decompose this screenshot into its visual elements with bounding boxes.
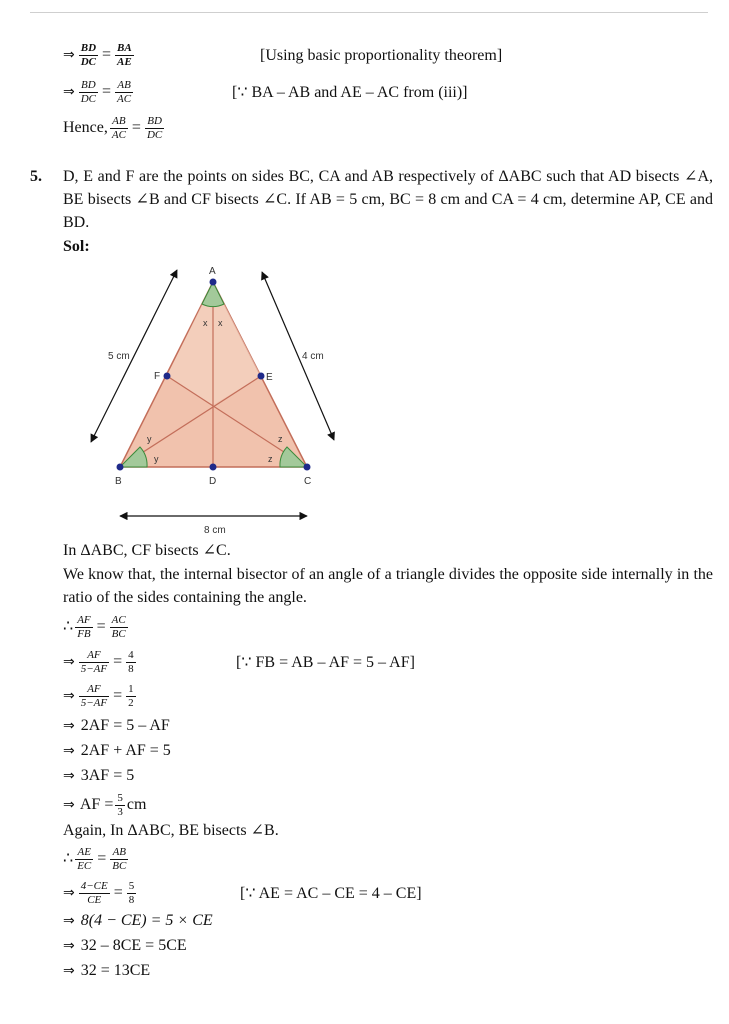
angle-label-y1: y	[147, 434, 152, 444]
label-b: B	[115, 476, 122, 487]
eq-af-fb: ∴ $\frac{AF}{FB}$ = $\frac{AC}{BC}$	[63, 614, 126, 640]
label-c: C	[304, 476, 312, 487]
dim-label-ab: 5 cm	[108, 351, 130, 362]
eq-step-10: ⇒ 8(4 − CE) = 5 × CE	[63, 912, 213, 929]
eq-af-result: ⇒ AF = $\frac{5}{3}$ cm	[63, 792, 147, 818]
solution-label: Sol:	[63, 238, 90, 255]
eq-af-ratio-1-2: ⇒ $\frac{AF}{5-AF}$ = $\frac{1}{2}$	[63, 683, 134, 709]
eq-ae-ec: ∴ $\frac{AE}{EC}$ = $\frac{AB}{BC}$	[63, 846, 127, 872]
point-b	[117, 464, 124, 471]
question-text: D, E and F are the points on sides BC, CA and AB respectively of ΔABC such that AD bisects ∠A, BE bisects ∠B and CF bisects ∠C. If AB = 5 cm, BC = 8 cm and CA = 4 cm, determine AP, CE and BD.	[63, 168, 713, 231]
dim-label-bc: 8 cm	[204, 525, 226, 536]
eq-step-11: ⇒ 32 – 8CE = 5CE	[63, 937, 187, 954]
dim-label-ac: 4 cm	[302, 351, 324, 362]
label-d: D	[209, 476, 217, 487]
angle-label-z2: z	[268, 454, 273, 464]
reason-bpt: [Using basic proportionality theorem]	[260, 47, 503, 64]
eq-step-5: ⇒ 2AF + AF = 5	[63, 742, 171, 759]
eq-line-bd-dc-ba-ae: ⇒ $\frac{BD}{DC}$ = $\frac{BA}{AE}$	[63, 42, 132, 68]
eq-af-ratio-4-8: ⇒ $\frac{AF}{5-AF}$ = $\frac{4}{8}$	[63, 649, 134, 675]
reason-ae: [∵ AE = AC – CE = 4 – CE]	[240, 885, 422, 902]
eq-ce-ratio: ⇒ $\frac{4-CE}{CE}$ = $\frac{5}{8}$	[63, 880, 135, 906]
eq-line-hence: Hence, $\frac{AB}{AC}$ = $\frac{BD}{DC}$	[63, 115, 163, 141]
label-f: F	[154, 371, 161, 382]
solution-bisector-theorem: We know that, the internal bisector of an angle of a triangle divides the opposite side internally in the ratio of the sides containing the angle.	[63, 566, 713, 606]
reason-fb: [∵ FB = AB – AF = 5 – AF]	[236, 654, 415, 671]
point-e	[258, 373, 265, 380]
reason-iii: [∵ BA – AB and AE – AC from (iii)]	[232, 84, 468, 101]
angle-label-x1: x	[203, 318, 208, 328]
angle-label-y2: y	[154, 454, 159, 464]
angle-label-x2: x	[218, 318, 223, 328]
triangle-figure	[80, 262, 340, 538]
angle-mark-a	[202, 282, 224, 307]
question-number: 5.	[30, 168, 42, 185]
eq-line-bd-dc-ab-ac: ⇒ $\frac{BD}{DC}$ = $\frac{AB}{AC}$	[63, 79, 132, 105]
solution-line-1: In ΔABC, CF bisects ∠C.	[63, 542, 231, 559]
point-f	[164, 373, 171, 380]
label-a: A	[209, 266, 216, 277]
solution-line-again: Again, In ΔABC, BE bisects ∠B.	[63, 822, 279, 839]
point-c	[304, 464, 311, 471]
label-e: E	[266, 372, 273, 383]
eq-step-12: ⇒ 32 = 13CE	[63, 962, 151, 979]
angle-label-z1: z	[278, 434, 283, 444]
top-rule	[30, 12, 708, 13]
point-a	[210, 279, 217, 286]
eq-step-4: ⇒ 2AF = 5 – AF	[63, 717, 170, 734]
eq-step-6: ⇒ 3AF = 5	[63, 767, 135, 784]
point-d	[210, 464, 217, 471]
